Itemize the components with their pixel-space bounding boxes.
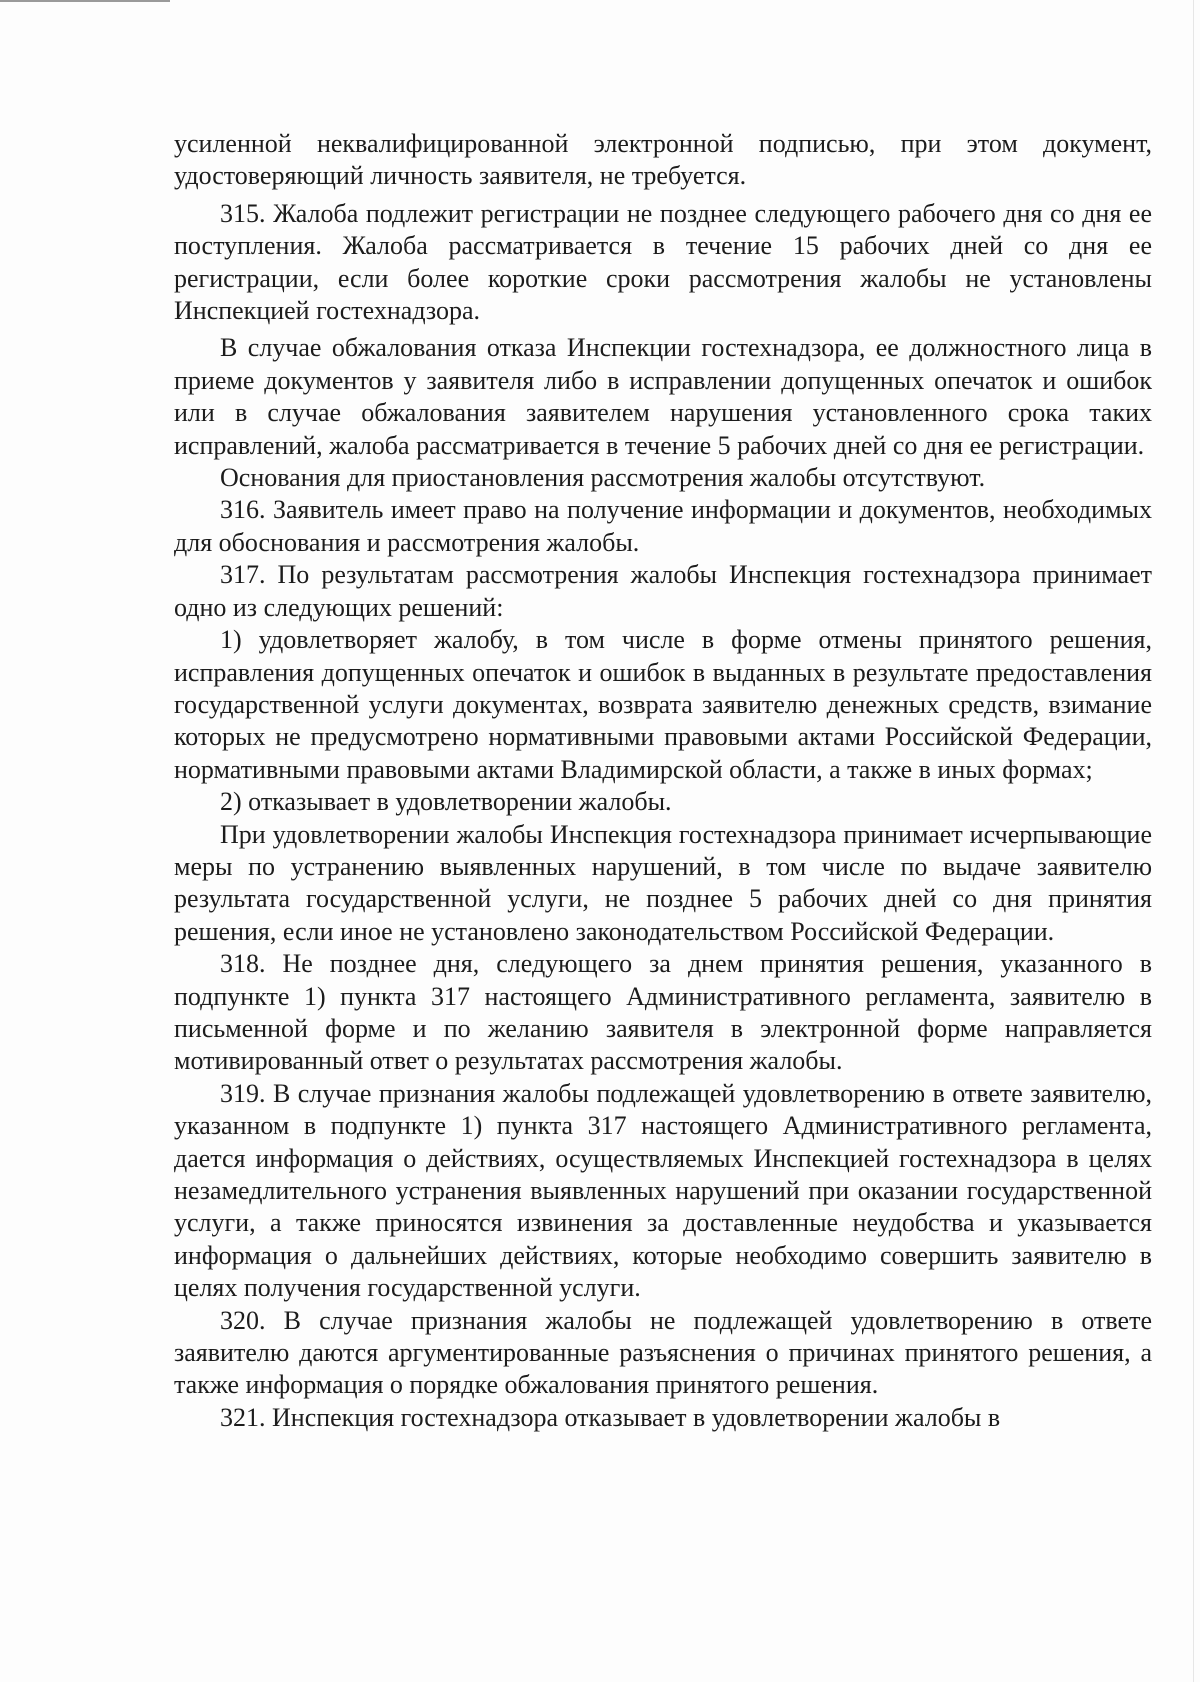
paragraph-319: 319. В случае признания жалобы подлежащей удовлетворению в ответе заявителю, указанном в подпункте 1) пункта 317 настоящего Административного регламента, дается информация о действиях, осуществляемых Инспекцией гостехнадзора в целях незамедлительного устранения выявленных нарушений при оказании государственной услуги, а также приносятся извинения за доставленные неудобства и указывается информация о дальнейших действиях, которые необходимо совершить заявителю в целях получения государственной услуги. <box>174 1078 1152 1303</box>
paragraph-317-item-2: 2) отказывает в удовлетворении жалобы. <box>220 787 672 817</box>
paragraph-320: 320. В случае признания жалобы не подлежащей удовлетворению в ответе заявителю даются аргументированные разъяснения о причинах принятого решения, а также информация о порядке обжалования принятого решения. <box>174 1305 1152 1400</box>
paragraph-315-no-suspension: Основания для приостановления рассмотрения жалобы отсутствуют. <box>220 463 986 493</box>
paragraph-317-item-1: 1) удовлетворяет жалобу, в том числе в форме отмены принятого решения, исправления допущенных опечаток и ошибок в выданных в результате предоставления государственной услуги документах, возврата заявителю денежных средств, взимание которых не предусмотрено нормативными правовыми актами Российской Федерации, нормативными правовыми актами Владимирской области, а также в иных формах; <box>174 625 1152 784</box>
paragraph-321: 321. Инспекция гостехнадзора отказывает в удовлетворении жалобы в <box>220 1402 1001 1432</box>
paragraph-continuation: усиленной неквалифицированной электронной подписью, при этом документ, удостоверяющий личность заявителя, не требуется. <box>174 129 1152 191</box>
paragraph-318: 318. Не позднее дня, следующего за днем принятия решения, указанного в подпункте 1) пункта 317 настоящего Административного регламента, заявителю в письменной форме и по желанию заявителя в электронной форме направляется мотивированный ответ о результатах рассмотрения жалобы. <box>174 949 1152 1076</box>
paragraph-316: 316. Заявитель имеет право на получение информации и документов, необходимых для обоснования и рассмотрения жалобы. <box>174 495 1152 557</box>
paragraph-315: 315. Жалоба подлежит регистрации не позднее следующего рабочего дня со дня ее поступления. Жалоба рассматривается в течение 15 рабочих дней со дня ее регистрации, если более короткие сроки рассмотрения жалобы не установлены Инспекцией гостехнадзора. <box>174 198 1152 326</box>
paragraph-317-satisfaction: При удовлетворении жалобы Инспекция гостехнадзора принимает исчерпывающие меры по устранению выявленных нарушений, в том числе по выдаче заявителю результата государственной услуги, не позднее 5 рабочих дней со дня принятия решения, если иное не установлено законодательством Российской Федерации. <box>174 819 1152 946</box>
paragraph-317: 317. По результатам рассмотрения жалобы Инспекция гостехнадзора принимает одно из следующих решений: <box>174 560 1152 622</box>
scan-edge-shadow <box>1193 0 1194 1682</box>
paragraph-315-appeal-refusal: В случае обжалования отказа Инспекции гостехнадзора, ее должностного лица в приеме документов у заявителя либо в исправлении допущенных опечаток и ошибок или в случае обжалования заявителем нарушения установленного срока таких исправлений, жалоба рассматривается в течение 5 рабочих дней со дня ее регистрации. <box>174 333 1152 460</box>
document-body <box>174 128 1152 1434</box>
scan-edge-mark <box>0 0 170 2</box>
